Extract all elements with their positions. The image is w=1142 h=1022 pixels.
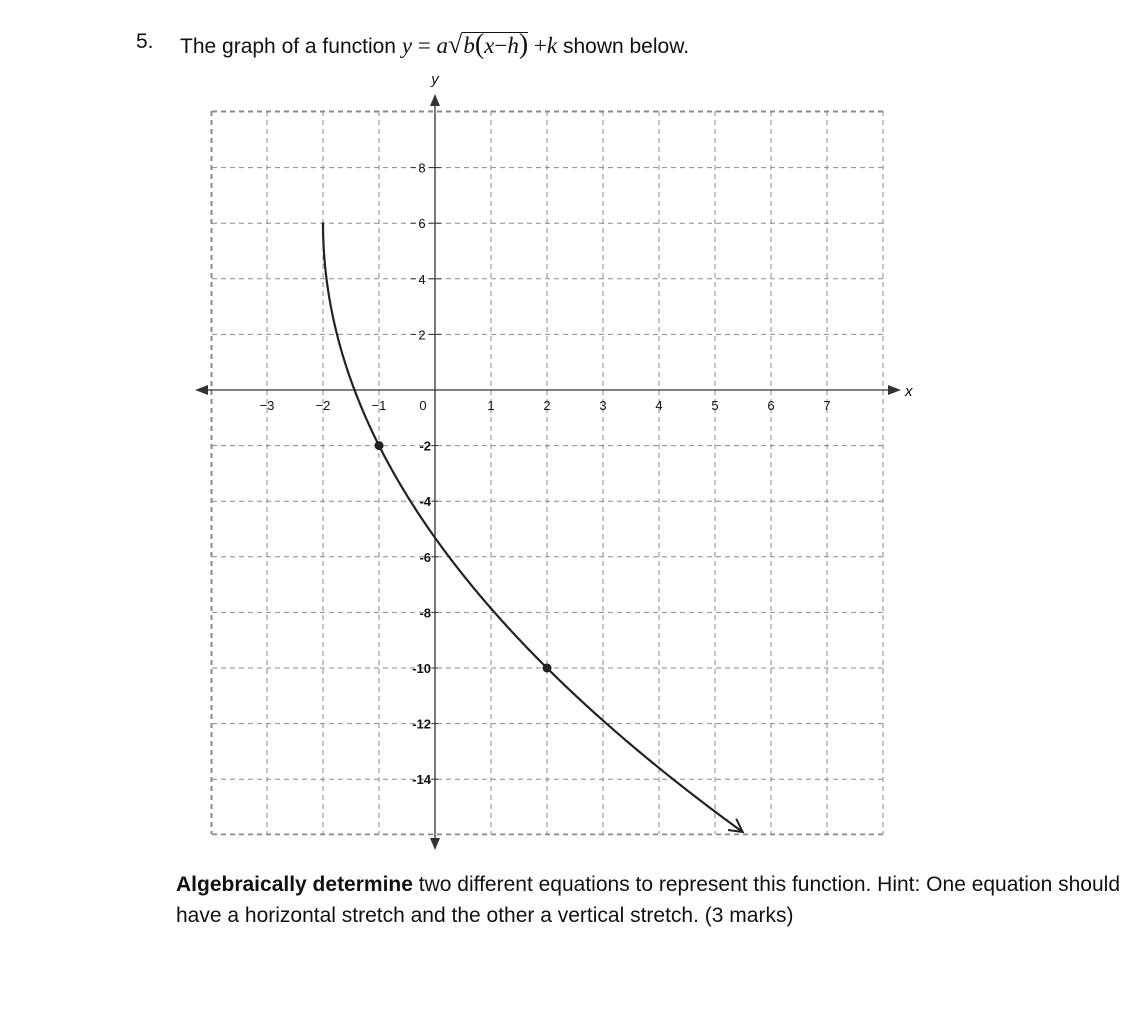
formula-a: a xyxy=(436,33,449,58)
x-tick-label: 5 xyxy=(711,398,719,413)
x-axis-arrow-right xyxy=(888,385,901,395)
x-tick-label: 0 xyxy=(419,398,427,413)
y-axis-label: y xyxy=(431,71,439,88)
formula-b: b xyxy=(463,33,475,58)
curve-point xyxy=(375,441,384,450)
y-tick-label: -12 xyxy=(412,716,431,732)
x-axis-label: x xyxy=(905,383,913,400)
y-tick-label: 8 xyxy=(418,160,426,176)
y-tick-label: -8 xyxy=(419,605,431,621)
instruction-text xyxy=(176,869,1126,931)
x-tick-label: −3 xyxy=(259,398,275,413)
curve xyxy=(323,223,743,832)
y-tick-label: -14 xyxy=(412,772,431,788)
y-tick-label: -6 xyxy=(419,549,431,565)
question-number: 5. xyxy=(136,30,154,53)
curve-point xyxy=(543,664,552,673)
tick-labels xyxy=(260,71,913,787)
instruction-rest: two different equations to represent this function. Hint: One equation should have a horizontal stretch and the other a vertical stretch. (3 marks) xyxy=(176,873,1120,927)
radical-sign: √ xyxy=(448,30,463,59)
formula-equals: = xyxy=(417,33,431,58)
y-tick-label: -2 xyxy=(419,438,431,454)
formula-open-paren: ( xyxy=(474,29,485,60)
x-tick-label: 2 xyxy=(543,398,551,413)
y-tick-label: 6 xyxy=(418,216,426,232)
question-text-before: The graph of a function xyxy=(180,35,396,58)
y-tick-label: -10 xyxy=(412,661,431,676)
x-tick-label: 7 xyxy=(823,398,831,413)
x-tick-label: 4 xyxy=(655,398,663,413)
x-tick-label: 3 xyxy=(599,398,607,413)
question-text-after: shown below. xyxy=(562,35,690,58)
formula-h: h xyxy=(507,33,519,58)
formula-minus: − xyxy=(494,33,508,58)
formula-plus: + xyxy=(533,33,547,58)
grid xyxy=(211,111,883,835)
function-curve xyxy=(323,223,743,832)
x-tick-label: −1 xyxy=(371,398,387,413)
formula-k: k xyxy=(546,33,558,58)
instruction-bold: Algebraically determine xyxy=(176,873,413,896)
axes xyxy=(195,94,901,850)
y-axis-arrow-bottom xyxy=(430,838,440,850)
y-tick-label: 4 xyxy=(418,271,426,287)
x-tick-label: 6 xyxy=(767,398,775,413)
formula-x: x xyxy=(484,33,495,58)
x-axis-arrow-left xyxy=(195,385,208,395)
x-tick-label: 1 xyxy=(487,398,495,413)
x-tick-label: −2 xyxy=(315,398,331,413)
y-tick-label: 2 xyxy=(418,327,426,343)
formula-close-paren: ) xyxy=(518,29,529,60)
y-axis-arrow-top xyxy=(430,94,440,106)
formula-y: y xyxy=(401,33,413,58)
y-tick-label: -4 xyxy=(419,494,431,510)
